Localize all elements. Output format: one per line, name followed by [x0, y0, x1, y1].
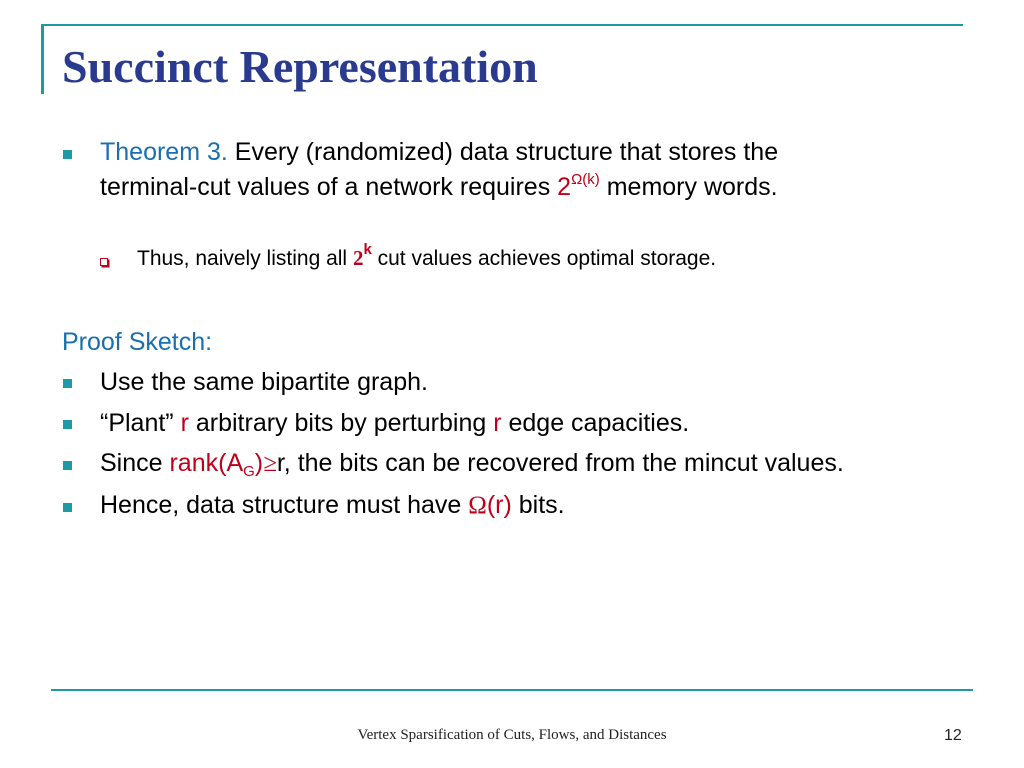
b2-text-2: arbitrary bits by perturbing [188, 409, 494, 437]
proof-bullet-2 [100, 411, 689, 436]
title-left-rule [41, 24, 44, 94]
theorem-line-1 [100, 140, 778, 165]
sub-two: 2 [352, 246, 364, 270]
bullet-square-icon [63, 420, 72, 429]
bullet-square-icon [63, 379, 72, 388]
b3-text-1: Since [100, 449, 170, 477]
sub-bullet-line [137, 241, 717, 270]
theorem-two: 2 [557, 173, 572, 201]
title-top-rule [41, 24, 963, 26]
b3-geq: ≥ [263, 450, 277, 477]
theorem-label: Theorem 3. [100, 138, 228, 166]
theorem-line-2 [100, 171, 778, 201]
sub-k: k [363, 241, 372, 258]
theorem-omega-k: Ω(k) [571, 171, 600, 188]
proof-heading: Proof Sketch: [62, 328, 213, 356]
theorem-text-3: memory words. [599, 173, 778, 201]
footer-rule [51, 689, 973, 691]
b2-r1: r [180, 409, 189, 437]
b3-text-2: r, the bits can be recovered from the mincut values. [276, 449, 844, 477]
footer-title: Vertex Sparsification of Cuts, Flows, and Distances [357, 727, 667, 743]
slide-title: Succinct Representation [62, 41, 538, 92]
b2-text-1: “Plant” [100, 409, 181, 437]
sub-text-after: cut values achieves optimal storage. [371, 247, 717, 270]
b3-close: ) [254, 449, 264, 477]
theorem-text-2: terminal-cut values of a network requires [100, 173, 558, 201]
b4-text-2: bits. [511, 491, 565, 519]
b2-r2: r [493, 409, 502, 437]
sub-bullet-box-icon [100, 258, 108, 266]
b4-text-1: Hence, data structure must have [100, 491, 469, 519]
b4-omega: Ω [468, 492, 487, 519]
proof-bullet-3 [100, 449, 844, 480]
b3-sub: G [243, 463, 255, 480]
page-number: 12 [944, 727, 962, 744]
proof-bullet-1: Use the same bipartite graph. [100, 368, 428, 396]
theorem-text-1: Every (randomized) data structure that stores the [234, 138, 779, 166]
b2-text-3: edge capacities. [501, 409, 690, 437]
bullet-square-icon [63, 461, 72, 470]
sub-text-before: Thus, naively listing all [137, 247, 353, 270]
proof-bullet-4 [100, 493, 565, 518]
b3-rank: rank(A [169, 449, 244, 477]
bullet-square-icon [63, 503, 72, 512]
bullet-square-icon [63, 150, 72, 159]
b4-r: (r) [486, 491, 512, 519]
